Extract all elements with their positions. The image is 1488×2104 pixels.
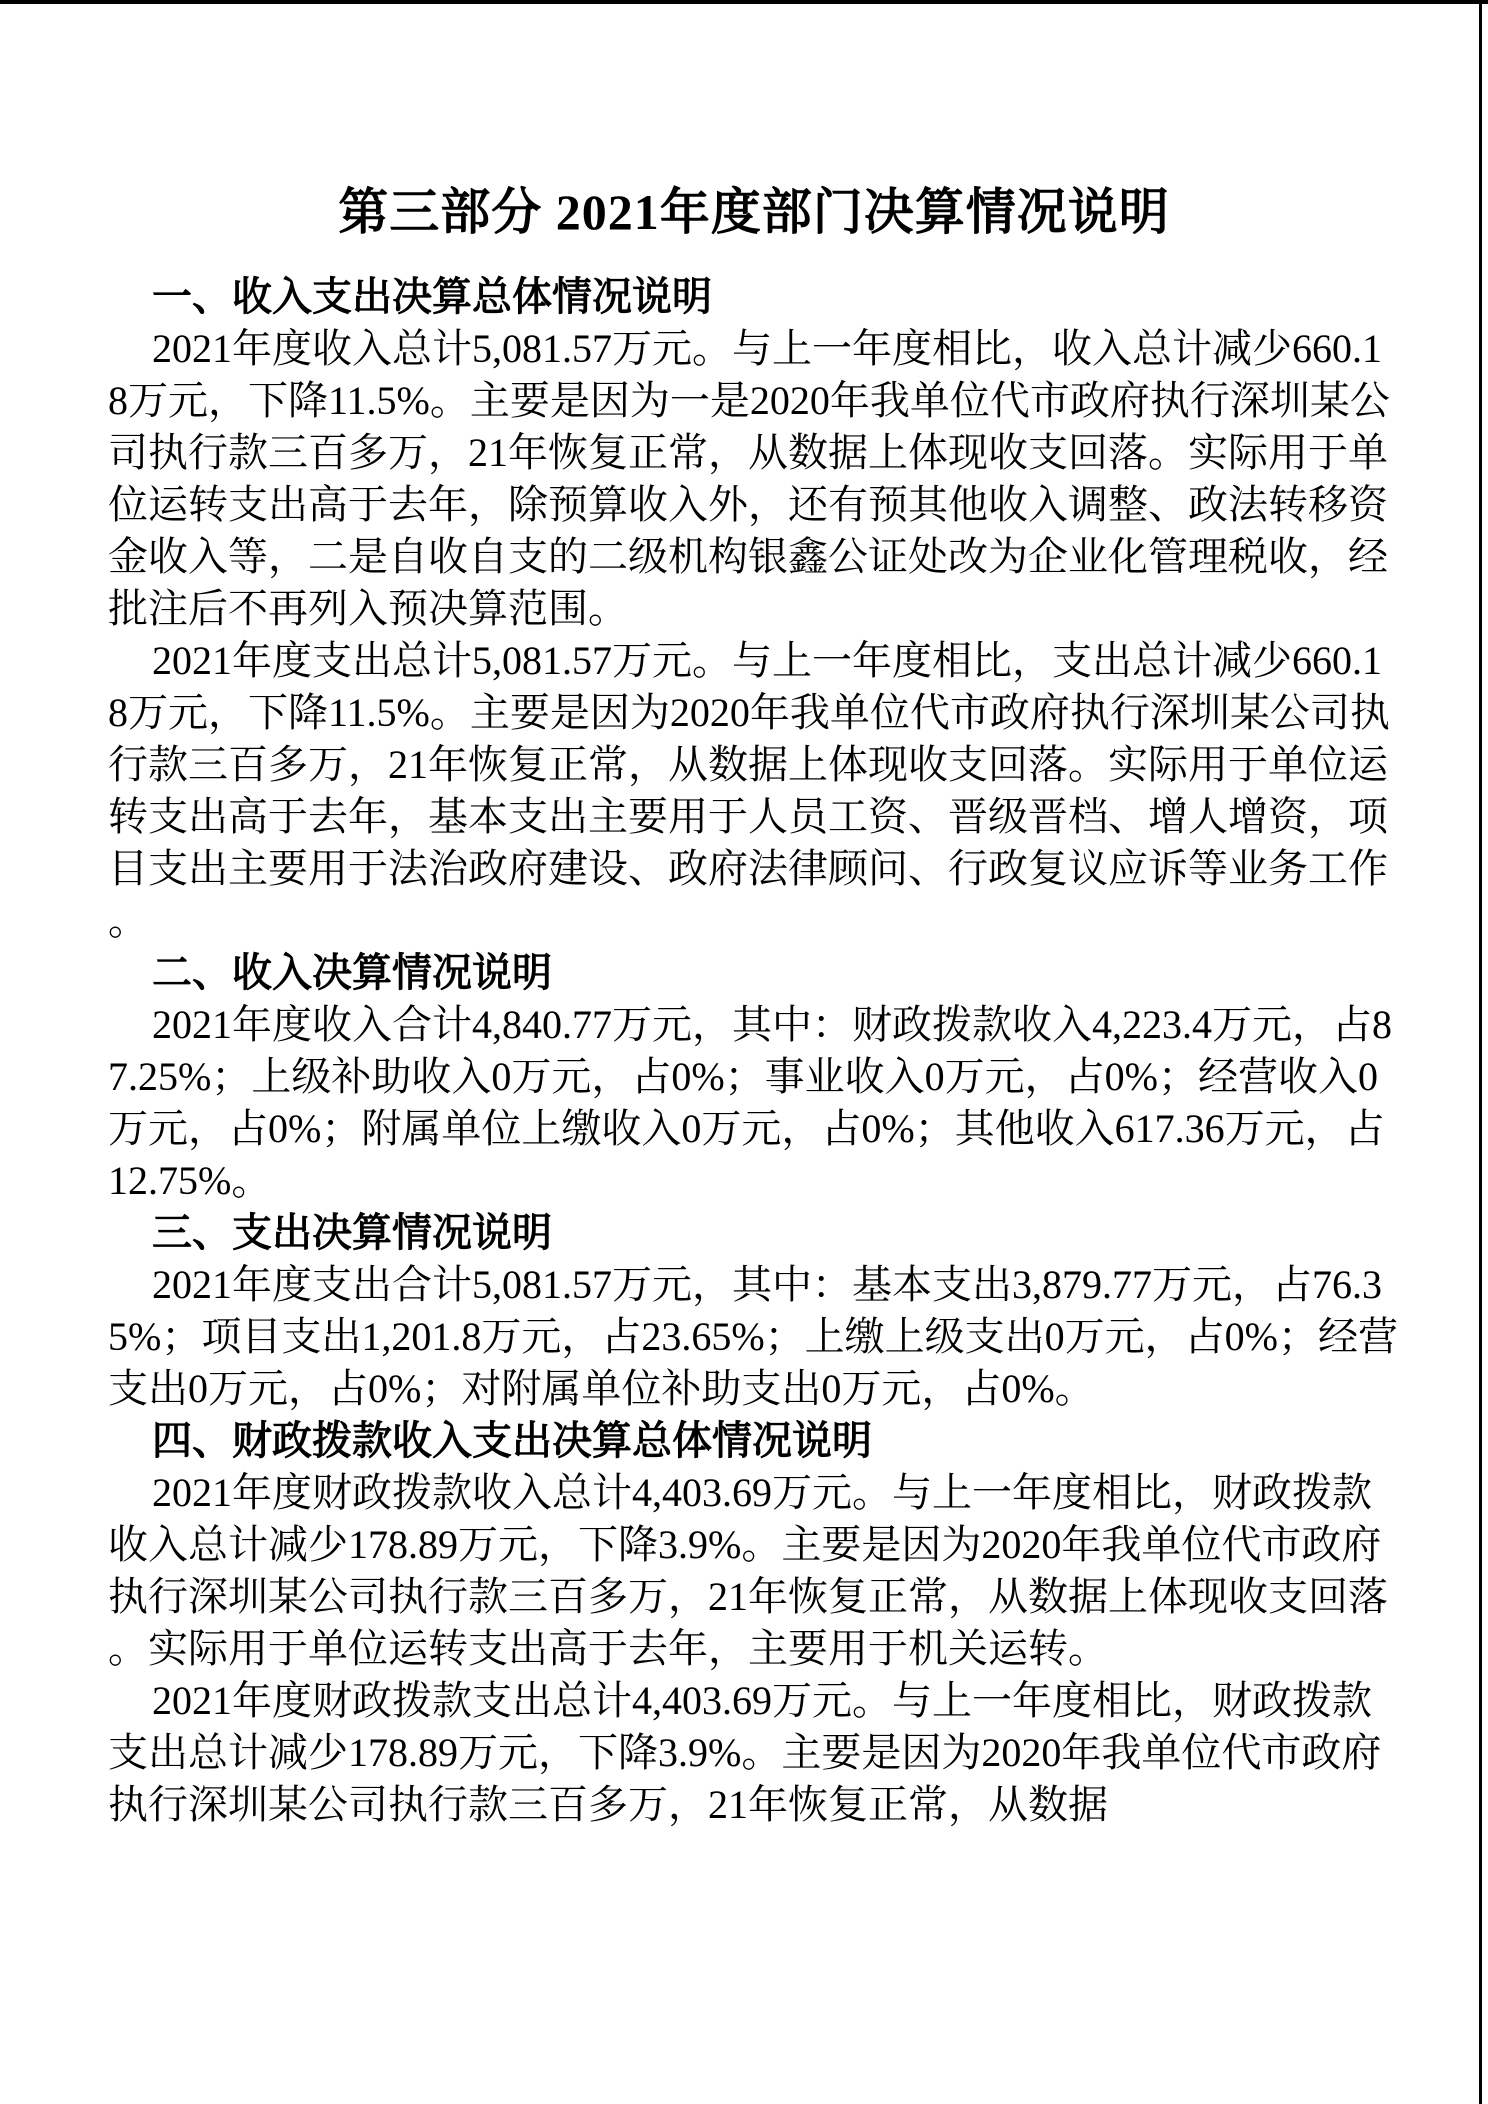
- page-top-border: [0, 0, 1488, 4]
- document-title: 第三部分 2021年度部门决算情况说明: [338, 184, 1170, 240]
- section-3-paragraph-1: 2021年度支出合计5,081.57万元，其中：基本支出3,879.77万元，占76.35%；项目支出1,201.8万元，占23.65%；上缴上级支出0万元，占0%；经营支出0万元，占0%；对附属单位补助支出0万元，占0%。: [108, 1262, 1398, 1411]
- document-content: [108, 185, 1400, 1831]
- section-2-heading: 二、收入决算情况说明: [152, 951, 552, 995]
- section-1-paragraph-1: 2021年度收入总计5,081.57万元。与上一年度相比，收入总计减少660.18万元，下降11.5%。主要是因为一是2020年我单位代市政府执行深圳某公司执行款三百多万，21年恢复正常，从数据上体现收支回落。实际用于单位运转支出高于去年，除预算收入外，还有预其他收入调整、政法转移资金收入等，二是自收自支的二级机构银鑫公证处改为企业化管理税收，经批注后不再列入预决算范围。: [108, 326, 1390, 631]
- section-fiscal-appropriation-overview: [108, 1415, 1400, 1831]
- page-right-border: [1479, 0, 1482, 2104]
- section-1-paragraph-2: 2021年度支出总计5,081.57万元。与上一年度相比，支出总计减少660.18万元，下降11.5%。主要是因为2020年我单位代市政府执行深圳某公司执行款三百多万，21年恢复正常，从数据上体现收支回落。实际用于单位运转支出高于去年，基本支出主要用于人员工资、晋级晋档、增人增资，项目支出主要用于法治政府建设、政府法律顾问、行政复议应诉等业务工作。: [108, 638, 1390, 943]
- section-3-heading: 三、支出决算情况说明: [152, 1211, 552, 1255]
- section-expenditure-accounts: [108, 1207, 1400, 1415]
- section-2-paragraph-1: 2021年度收入合计4,840.77万元，其中：财政拨款收入4,223.4万元，占87.25%；上级补助收入0万元，占0%；事业收入0万元，占0%；经营收入0万元，占0%；附属单位上缴收入0万元，占0%；其他收入617.36万元，占12.75%。: [108, 1002, 1392, 1203]
- section-1-heading: 一、收入支出决算总体情况说明: [152, 275, 712, 319]
- section-income-expenditure-overview: [108, 271, 1400, 947]
- section-income-accounts: [108, 947, 1400, 1207]
- section-4-paragraph-1: 2021年度财政拨款收入总计4,403.69万元。与上一年度相比，财政拨款收入总计减少178.89万元，下降3.9%。主要是因为2020年我单位代市政府执行深圳某公司执行款三百多万，21年恢复正常，从数据上体现收支回落。实际用于单位运转支出高于去年，主要用于机关运转。: [108, 1470, 1388, 1671]
- section-4-paragraph-2: 2021年度财政拨款支出总计4,403.69万元。与上一年度相比，财政拨款支出总计减少178.89万元，下降3.9%。主要是因为2020年我单位代市政府执行深圳某公司执行款三百多万，21年恢复正常，从数据: [108, 1678, 1382, 1827]
- section-4-heading: 四、财政拨款收入支出决算总体情况说明: [152, 1419, 872, 1463]
